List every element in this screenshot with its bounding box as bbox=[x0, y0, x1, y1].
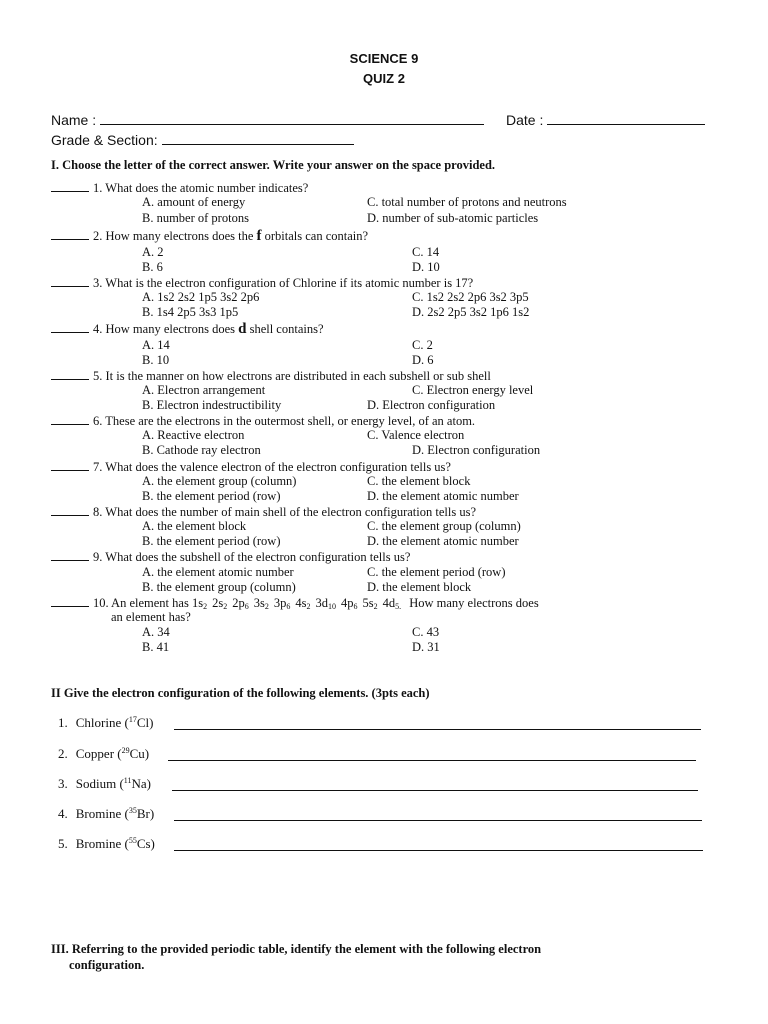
element-symbol: Cs) bbox=[136, 836, 155, 851]
date-field-row bbox=[506, 111, 705, 128]
section2-item bbox=[58, 776, 151, 792]
question-10-continued: an element has? bbox=[111, 610, 191, 624]
item-number: 4. bbox=[58, 806, 68, 821]
element-symbol: Na) bbox=[131, 776, 151, 791]
grade-input-line[interactable] bbox=[162, 131, 354, 145]
config-term: $4s_2$ bbox=[295, 596, 311, 611]
section3-heading-continued: configuration. bbox=[69, 958, 145, 972]
answer-line[interactable] bbox=[174, 819, 702, 821]
config-term: $1s_2$ bbox=[191, 596, 208, 611]
q8-option-a: A. the element block bbox=[142, 519, 247, 533]
answer-blank-6[interactable] bbox=[51, 413, 89, 425]
question-4: 4. How many electrons does d shell contains? bbox=[51, 321, 324, 338]
question-7: 7. What does the valence electron of the electron configuration tells us? bbox=[51, 459, 451, 475]
config-term: $3s_2$ bbox=[253, 596, 269, 611]
mass-number: 35 bbox=[128, 806, 137, 815]
page-title: SCIENCE 9 bbox=[349, 51, 419, 66]
question-9: 9. What does the subshell of the electron configuration tells us? bbox=[51, 549, 410, 565]
q6-option-d: D. Electron configuration bbox=[412, 443, 541, 457]
grade-label: Grade & Section: bbox=[51, 132, 158, 148]
q2-option-b: B. 6 bbox=[142, 260, 163, 274]
q7-option-b: B. the element period (row) bbox=[142, 489, 281, 503]
name-input-line[interactable] bbox=[100, 111, 484, 125]
q3-option-c: C. 1s2 2s2 2p6 3s2 3p5 bbox=[412, 290, 529, 304]
answer-blank-3[interactable] bbox=[51, 275, 89, 287]
q5-option-d: D. Electron configuration bbox=[367, 398, 496, 412]
item-number: 5. bbox=[58, 836, 68, 851]
answer-blank-10[interactable] bbox=[51, 595, 89, 607]
q10-option-c: C. 43 bbox=[412, 625, 440, 639]
section2-item bbox=[58, 806, 154, 822]
config-term: $4d_{5.}$ bbox=[382, 596, 402, 611]
element-name: Bromine ( bbox=[75, 806, 129, 821]
config-term: $2s_2$ bbox=[212, 596, 228, 611]
q1-option-d: D. number of sub-atomic particles bbox=[367, 211, 539, 225]
grade-field-row bbox=[51, 131, 354, 148]
electron-config bbox=[192, 596, 406, 610]
answer-line[interactable] bbox=[172, 789, 698, 791]
config-term: $5s_2$ bbox=[362, 596, 378, 611]
section3-heading: III. Referring to the provided periodic table, identify the element with the following electron bbox=[51, 942, 542, 956]
q7-option-c: C. the element block bbox=[367, 474, 471, 488]
section1-heading: I. Choose the letter of the correct answer. Write your answer on the space provided. bbox=[51, 158, 496, 172]
item-number: 1. bbox=[58, 715, 68, 730]
q7-option-d: D. the element atomic number bbox=[367, 489, 519, 503]
q1-option-c: C. total number of protons and neutrons bbox=[367, 195, 567, 209]
q4-option-a: A. 14 bbox=[142, 338, 170, 352]
item-number: 3. bbox=[58, 776, 68, 791]
section2-item bbox=[58, 836, 155, 852]
q7-option-a: A. the element group (column) bbox=[142, 474, 297, 488]
q5-option-a: A. Electron arrangement bbox=[142, 383, 266, 397]
name-label: Name : bbox=[51, 112, 97, 128]
mass-number: 17 bbox=[128, 715, 137, 724]
config-term: $3p_6$ bbox=[273, 596, 291, 611]
config-term: $2p_6$ bbox=[232, 596, 249, 611]
page-subtitle: QUIZ 2 bbox=[363, 71, 405, 86]
element-symbol: Cl) bbox=[136, 715, 154, 730]
q4-option-d: D. 6 bbox=[412, 353, 434, 367]
q1-option-a: A. amount of energy bbox=[142, 195, 246, 209]
q2-option-a: A. 2 bbox=[142, 245, 164, 259]
element-symbol: Cu) bbox=[129, 746, 150, 761]
section2-item bbox=[58, 715, 153, 731]
q6-option-c: C. Valence electron bbox=[367, 428, 465, 442]
question-2: 2. How many electrons does the f orbitals can contain? bbox=[51, 228, 368, 245]
q10-option-b: B. 41 bbox=[142, 640, 170, 654]
answer-blank-7[interactable] bbox=[51, 459, 89, 471]
item-number: 2. bbox=[58, 746, 68, 761]
q10-option-d: D. 31 bbox=[412, 640, 440, 654]
question-8: 8. What does the number of main shell of the electron configuration tells us? bbox=[51, 504, 476, 520]
config-term: $4p_6$ bbox=[340, 596, 358, 611]
element-symbol: Br) bbox=[136, 806, 155, 821]
q8-option-d: D. the element atomic number bbox=[367, 534, 519, 548]
q4-option-b: B. 10 bbox=[142, 353, 170, 367]
q3-option-b: B. 1s4 2p5 3s3 1p5 bbox=[142, 305, 239, 319]
q2-option-d: D. 10 bbox=[412, 260, 440, 274]
question-10: 10. An element has $1s_2$ $2s_2$ $2p_6$ $3s_2$ $3p_6$ $4s_2$ $3d_{10}$ $4p_6$ $5s_2$ $4d_{5.}$ How many electrons does bbox=[51, 595, 539, 611]
q5-option-b: B. Electron indestructibility bbox=[142, 398, 282, 412]
q8-option-b: B. the element period (row) bbox=[142, 534, 281, 548]
mass-number: 29 bbox=[121, 746, 130, 755]
answer-blank-5[interactable] bbox=[51, 368, 89, 380]
q1-option-b: B. number of protons bbox=[142, 211, 249, 225]
question-1: 1. What does the atomic number indicates? bbox=[51, 180, 308, 196]
section2-heading: II Give the electron configuration of the following elements. (3pts each) bbox=[51, 686, 430, 700]
question-6: 6. These are the electrons in the outermost shell, or energy level, of an atom. bbox=[51, 413, 475, 429]
answer-line[interactable] bbox=[168, 759, 696, 761]
q6-option-a: A. Reactive electron bbox=[142, 428, 245, 442]
q3-option-d: D. 2s2 2p5 3s2 1p6 1s2 bbox=[412, 305, 530, 319]
answer-line[interactable] bbox=[174, 849, 703, 851]
q2-option-c: C. 14 bbox=[412, 245, 440, 259]
q9-option-a: A. the element atomic number bbox=[142, 565, 294, 579]
element-name: Chlorine ( bbox=[75, 715, 129, 730]
q6-option-b: B. Cathode ray electron bbox=[142, 443, 261, 457]
q10-option-a: A. 34 bbox=[142, 625, 170, 639]
answer-blank-9[interactable] bbox=[51, 549, 89, 561]
question-5: 5. It is the manner on how electrons are distributed in each subshell or sub shell bbox=[51, 368, 491, 384]
q5-option-c: C. Electron energy level bbox=[412, 383, 534, 397]
answer-blank-8[interactable] bbox=[51, 504, 89, 516]
q9-option-c: C. the element period (row) bbox=[367, 565, 506, 579]
mass-number: 11 bbox=[123, 776, 132, 785]
answer-blank-1[interactable] bbox=[51, 180, 89, 192]
date-label: Date : bbox=[506, 112, 544, 128]
element-name: Copper ( bbox=[75, 746, 122, 761]
q9-option-d: D. the element block bbox=[367, 580, 472, 594]
name-field-row bbox=[51, 111, 484, 128]
section2-item bbox=[58, 746, 149, 762]
q8-option-c: C. the element group (column) bbox=[367, 519, 521, 533]
answer-line[interactable] bbox=[174, 728, 701, 730]
q4-option-c: C. 2 bbox=[412, 338, 433, 352]
q3-option-a: A. 1s2 2s2 1p5 3s2 2p6 bbox=[142, 290, 260, 304]
config-term: $3d_{10}$ bbox=[315, 596, 336, 611]
element-name: Bromine ( bbox=[75, 836, 129, 851]
q9-option-b: B. the element group (column) bbox=[142, 580, 296, 594]
date-input-line[interactable] bbox=[547, 111, 705, 125]
question-3: 3. What is the electron configuration of Chlorine if its atomic number is 17? bbox=[51, 275, 473, 291]
element-name: Sodium ( bbox=[75, 776, 124, 791]
mass-number: 55 bbox=[128, 836, 137, 845]
answer-blank-4[interactable] bbox=[51, 321, 89, 333]
answer-blank-2[interactable] bbox=[51, 228, 89, 240]
